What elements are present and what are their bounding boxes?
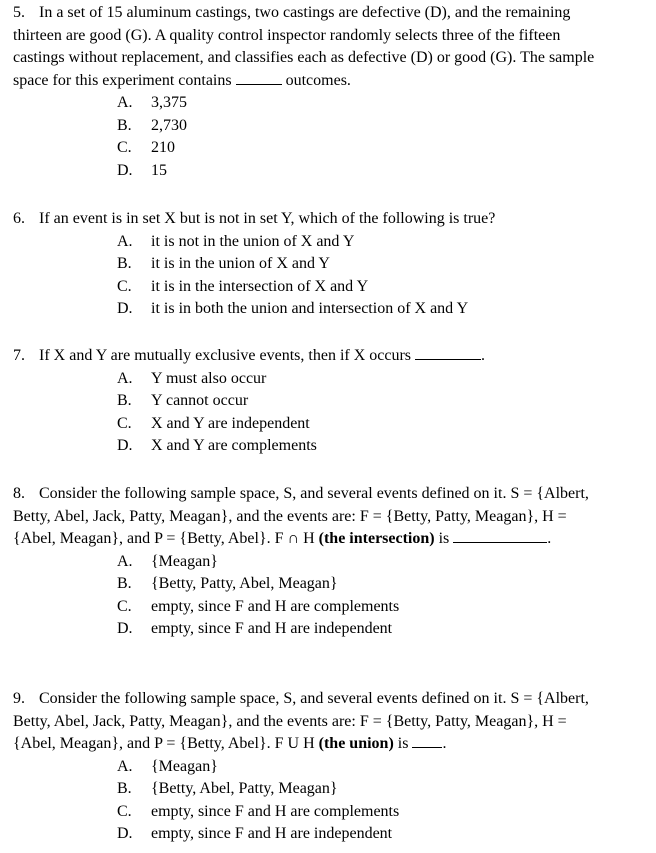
option-b <box>117 778 613 801</box>
question-number: 5. <box>13 4 25 21</box>
option-letter: D. <box>117 825 133 842</box>
option-c <box>117 596 613 619</box>
question-text-end: . <box>442 735 447 752</box>
question-9 <box>13 688 613 846</box>
option-letter: A. <box>117 757 133 775</box>
question-stem <box>13 688 613 756</box>
option-text: {Betty, Patty, Abel, Meagan} <box>151 575 338 592</box>
option-text: X and Y are complements <box>151 437 317 454</box>
question-emphasis: (the union) <box>318 735 394 752</box>
option-b <box>117 573 613 596</box>
option-a <box>117 756 613 779</box>
option-letter: C. <box>117 139 132 156</box>
question-stem <box>13 483 613 551</box>
option-letter: D. <box>117 620 133 637</box>
answer-blank <box>453 528 547 543</box>
option-letter: A. <box>117 232 133 250</box>
option-letter: C. <box>117 414 132 432</box>
option-text: empty, since F and H are complements <box>151 802 400 820</box>
option-text: empty, since F and H are complements <box>151 597 400 615</box>
question-7 <box>13 345 613 458</box>
option-letter: C. <box>117 597 132 615</box>
option-a <box>117 551 613 574</box>
question-text: If X and Y are mutually exclusive events, then if X occurs <box>39 347 412 364</box>
option-list <box>117 551 613 641</box>
option-letter: D. <box>117 161 133 179</box>
option-list <box>117 756 613 846</box>
option-b <box>117 253 613 276</box>
option-text: empty, since F and H are independent <box>151 825 393 842</box>
question-text-is: is <box>397 735 409 752</box>
option-b <box>117 115 613 138</box>
option-letter: D. <box>117 300 133 317</box>
option-text: {Meagan} <box>151 757 218 775</box>
option-b <box>117 390 613 413</box>
question-number: 7. <box>13 347 25 364</box>
option-c <box>117 137 613 160</box>
question-8 <box>13 483 613 641</box>
option-text: {Betty, Abel, Patty, Meagan} <box>151 780 338 797</box>
option-letter: B. <box>117 116 132 134</box>
option-text: it is in both the union and intersection of X and Y <box>151 300 469 317</box>
option-list <box>117 92 613 182</box>
option-letter: A. <box>117 552 133 570</box>
option-d <box>117 160 613 183</box>
option-text: 2,730 <box>151 116 187 134</box>
question-text: If an event is in set X but is not in set Y, which of the following is true? <box>39 210 496 227</box>
option-text: 3,375 <box>151 94 187 111</box>
option-list <box>117 231 613 321</box>
option-text: it is in the union of X and Y <box>151 255 330 272</box>
answer-blank <box>415 345 481 360</box>
option-a <box>117 368 613 391</box>
option-text: it is not in the union of X and Y <box>151 232 355 250</box>
option-letter: C. <box>117 277 132 295</box>
option-letter: C. <box>117 802 132 820</box>
question-text-is: is <box>438 530 450 547</box>
option-c <box>117 801 613 824</box>
option-d <box>117 823 613 846</box>
option-d <box>117 435 613 458</box>
option-c <box>117 413 613 436</box>
option-a <box>117 92 613 115</box>
question-text-end: . <box>547 530 552 547</box>
option-text: Y must also occur <box>151 369 267 387</box>
option-letter: B. <box>117 392 132 409</box>
question-number: 6. <box>13 210 25 227</box>
option-c <box>117 276 613 299</box>
option-text: X and Y are independent <box>151 414 310 432</box>
question-number: 9. <box>13 690 25 707</box>
option-text: it is in the intersection of X and Y <box>151 277 369 295</box>
option-text: 15 <box>151 161 167 179</box>
option-letter: D. <box>117 437 133 454</box>
question-text: Consider the following sample space, S, and several events defined on it. S = {Albert, Betty, Abel, Jack, Patty, Meagan}, and the events are: F = {Betty, Patty, Meagan}, H = {Abel, Meagan}, and P = {Betty, Abel}. F U H <box>13 690 589 752</box>
question-emphasis: (the intersection) <box>318 530 435 547</box>
question-text-end: outcomes. <box>285 71 351 89</box>
option-text: empty, since F and H are independent <box>151 620 393 637</box>
option-letter: A. <box>117 94 133 111</box>
answer-blank <box>412 733 442 748</box>
question-text: In a set of 15 aluminum castings, two castings are defective (D), and the remaining thirteen are good (G). A quality control inspector randomly selects three of the fifteen castings without replacement, and classifies each as defective (D) or good (G). The sample space for this experiment contains <box>13 4 595 89</box>
option-letter: B. <box>117 575 132 592</box>
answer-blank <box>236 70 282 85</box>
option-text: {Meagan} <box>151 552 218 570</box>
option-letter: B. <box>117 255 132 272</box>
question-text-end: . <box>481 347 486 364</box>
option-d <box>117 618 613 641</box>
question-6 <box>13 208 613 321</box>
option-d <box>117 298 613 321</box>
question-number: 8. <box>13 485 25 502</box>
question-stem <box>13 345 613 368</box>
option-text: Y cannot occur <box>151 392 249 409</box>
question-5 <box>13 2 613 182</box>
option-a <box>117 231 613 254</box>
option-text: 210 <box>151 139 175 156</box>
question-stem <box>13 2 613 92</box>
option-letter: A. <box>117 369 133 387</box>
question-text: Consider the following sample space, S, and several events defined on it. S = {Albert, Betty, Abel, Jack, Patty, Meagan}, and the events are: F = {Betty, Patty, Meagan}, H = {Abel, Meagan}, and P = {Betty, Abel}. F ∩ H <box>13 485 589 547</box>
question-stem <box>13 208 613 231</box>
option-list <box>117 368 613 458</box>
option-letter: B. <box>117 780 132 797</box>
